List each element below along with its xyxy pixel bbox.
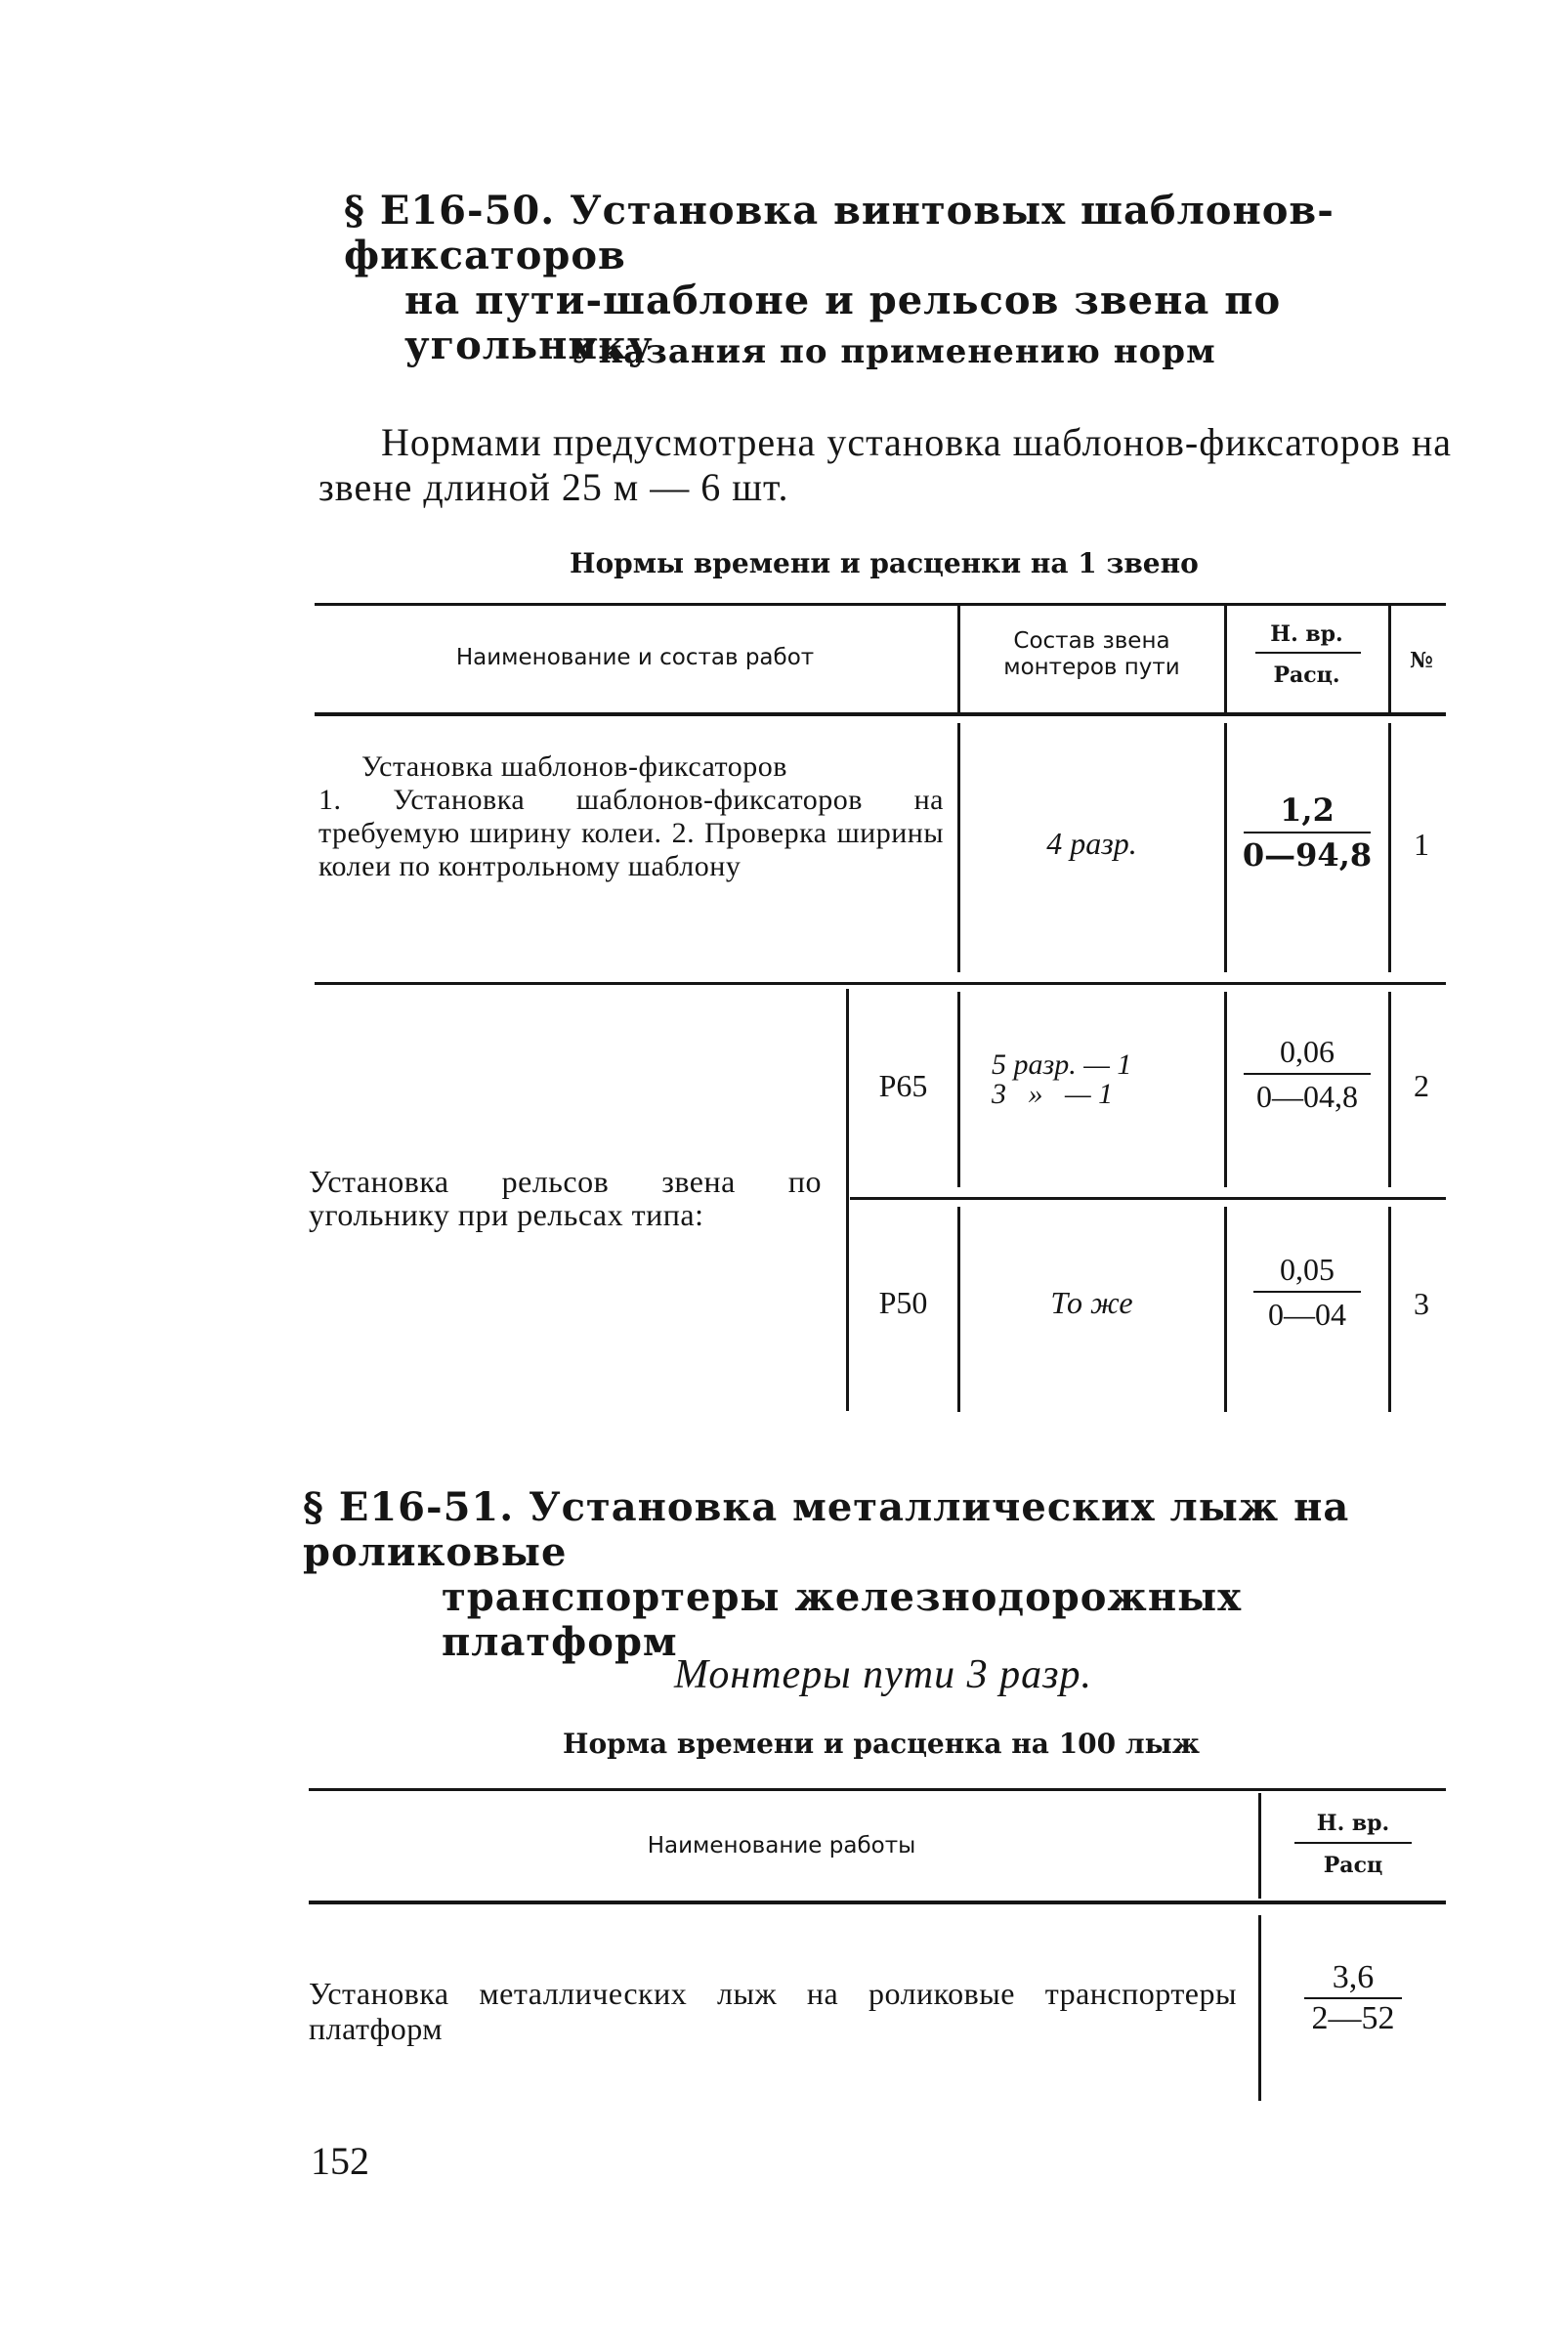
table-1-top-rule <box>315 603 1446 606</box>
table-1-group-label: Установка рельсов звена по угольнику при рельсах типа: <box>309 1164 822 1232</box>
table-1-row1-rate: 0—94,8 <box>1242 836 1373 874</box>
table-1-divider <box>1388 1207 1391 1412</box>
table-2-header-rate: Расц <box>1323 1853 1383 1878</box>
table-1-row1-norm: 1,2 <box>1280 791 1335 829</box>
table-2-top-rule <box>309 1788 1446 1791</box>
table-2-header-rule <box>309 1901 1446 1904</box>
table-1-divider <box>957 723 960 972</box>
table-1-row1-work-title: Установка шаблонов-фиксаторов <box>361 750 787 783</box>
table-1-divider <box>1388 606 1391 713</box>
fraction-bar <box>1253 1291 1361 1293</box>
table-1-row3-rate: 0—04 <box>1268 1297 1346 1332</box>
section-50-subheading: Указания по применению норм <box>571 332 1216 371</box>
table-1-row1-number: 1 <box>1414 827 1429 862</box>
table-1-row1-work-detail: 1. Установка шаблонов-фиксаторов на требуемую ширину колеи. 2. Проверка ширины колеи по контрольному шаблону <box>318 784 944 882</box>
table-1-row1-norm-rate <box>1234 791 1380 874</box>
table-1-header-work: Наименование и состав работ <box>455 645 815 670</box>
section-51-title <box>303 1485 1475 1665</box>
table-1-header-rate: Расц. <box>1273 662 1340 688</box>
table-2-divider <box>1258 1915 1261 2101</box>
table-1-divider <box>846 989 849 1411</box>
fraction-bar <box>1244 832 1371 833</box>
table-1-row2-crew <box>992 1050 1211 1109</box>
table-2-row1-norm: 3,6 <box>1332 1959 1375 1995</box>
table-1-row2-norm-rate <box>1234 1036 1380 1112</box>
table-2-row1-norm-rate <box>1270 1959 1436 2036</box>
section-50-title-line1: § Е16-50. Установка винтовых шаблонов-фиксаторов <box>344 188 1335 278</box>
table-1-divider <box>1388 992 1391 1187</box>
table-1-header-crew: Состав звена монтеров пути <box>1003 628 1180 680</box>
fraction-bar <box>1304 1997 1402 1999</box>
table-1-row3-rail-type: Р50 <box>878 1285 928 1320</box>
fraction-bar <box>1244 1073 1371 1075</box>
table-1-row1-work <box>318 750 944 883</box>
table-1-row2-number: 2 <box>1414 1068 1429 1103</box>
table-2-header-norm: Н. вр. <box>1316 1811 1390 1836</box>
table-1-header-rule <box>315 712 1446 716</box>
table-1-divider <box>957 606 960 713</box>
section-50-title-line2: на пути-шаблоне и рельсов звена по угольнику <box>404 278 1282 368</box>
table-2-caption: Норма времени и расценка на 100 лыж <box>563 1728 1200 1760</box>
table-1-row3-crew: То же <box>1050 1285 1133 1320</box>
table-1-row1-rule <box>315 982 1446 985</box>
table-2-row1-rate: 2—52 <box>1311 2000 1395 2036</box>
table-1-row2-rule <box>850 1197 1446 1200</box>
section-50-paragraph: Нормами предусмотрена установка шаблонов-фиксаторов на звене длиной 25 м — 6 шт. <box>318 420 1452 509</box>
table-1-row2-norm: 0,06 <box>1280 1034 1335 1069</box>
table-1-row2-crew-line2: 3 » — 1 <box>992 1078 1114 1110</box>
table-1-row1-crew: 4 разр. <box>1046 826 1137 861</box>
table-1-divider <box>1388 723 1391 972</box>
table-1-row2-crew-line1: 5 разр. — 1 <box>992 1048 1132 1081</box>
page-number: 152 <box>311 2139 369 2183</box>
table-1-divider <box>1224 1207 1227 1412</box>
table-1-divider <box>1224 992 1227 1187</box>
table-1-caption: Нормы времени и расценки на 1 звено <box>570 547 1199 579</box>
section-51-title-line1: § Е16-51. Установка металлических лыж на роликовые <box>303 1484 1350 1575</box>
table-1-row3-number: 3 <box>1414 1286 1429 1321</box>
table-2-divider <box>1258 1793 1261 1899</box>
table-1-header-number: № <box>1410 648 1433 673</box>
section-51-crew: Монтеры пути 3 разр. <box>674 1652 1093 1697</box>
table-2-row1-work: Установка металлических лыж на роликовые транспортеры платформ <box>309 1976 1237 2046</box>
table-1-divider <box>1224 606 1227 713</box>
table-2-header-work: Наименование работы <box>647 1833 916 1859</box>
section-51-title-line2: транспортеры железнодорожных платформ <box>442 1574 1243 1665</box>
table-1-divider <box>1224 723 1227 972</box>
table-1-row3-norm: 0,05 <box>1280 1252 1335 1287</box>
table-1-header-fraction-bar <box>1255 652 1361 654</box>
table-1-divider <box>957 1207 960 1412</box>
table-1-row3-norm-rate <box>1234 1254 1380 1330</box>
table-1-divider <box>957 992 960 1187</box>
table-1-header-norm: Н. вр. <box>1270 621 1343 647</box>
table-2-header-fraction-bar <box>1294 1842 1412 1844</box>
table-1-row2-rail-type: Р65 <box>878 1068 928 1103</box>
table-1-row2-rate: 0—04,8 <box>1256 1079 1358 1114</box>
